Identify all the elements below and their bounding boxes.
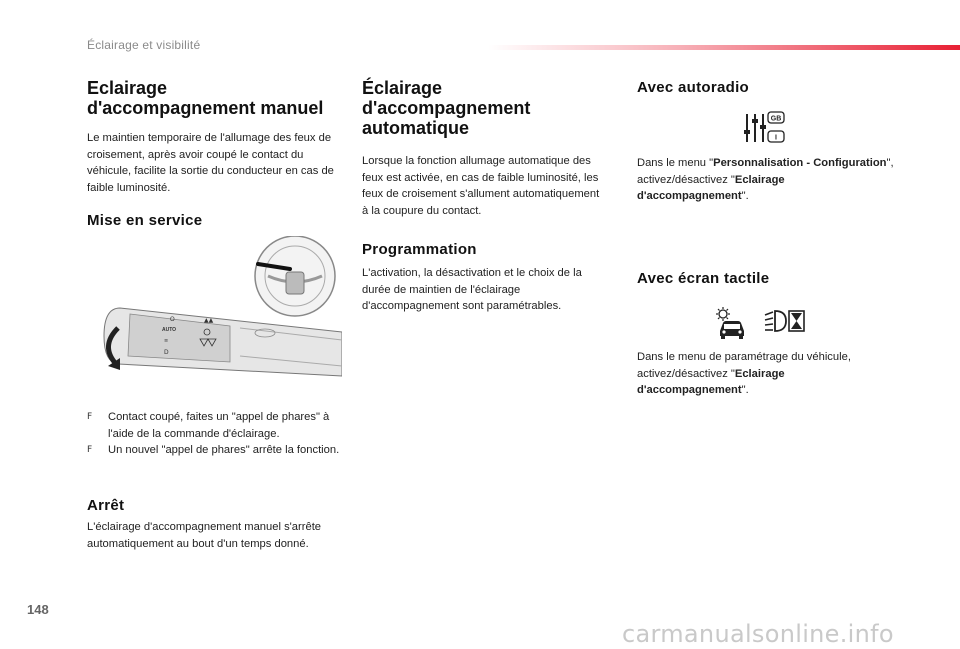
arret-heading: Arrêt: [87, 497, 125, 514]
bullet-mark: F: [87, 445, 93, 455]
manual-intro-text: Le maintien temporaire de l'allumage des feux de croisement, après avoir coupé le contact du véhicule, facilite la sortie du conducteur en cas de faible luminosité.: [87, 132, 334, 194]
title-line: automatique: [362, 118, 470, 138]
list-item-text: Un nouvel "appel de phares" arrête la fonction.: [108, 444, 340, 456]
svg-text:D: D: [164, 349, 169, 356]
text-segment: Dans le menu ": [637, 157, 714, 169]
language-badge-gb: GB: [770, 115, 782, 123]
arret-text: L'éclairage d'accompagnement manuel s'arrête automatiquement au bout d'un temps donné.: [87, 521, 322, 550]
manual-lighting-column: [87, 78, 342, 229]
touchscreen-heading: Avec écran tactile: [637, 270, 770, 287]
activation-steps-list: [87, 409, 342, 459]
title-line: Éclairage: [362, 78, 443, 98]
mise-en-service-heading: Mise en service: [87, 212, 203, 229]
stalk-label-auto: AUTO: [162, 327, 177, 333]
option-name: Eclairage d'accompagnement: [637, 173, 785, 202]
section-header: Éclairage et visibilité: [87, 38, 201, 52]
lighting-stalk-illustration: [90, 236, 342, 382]
language-badge-i: I: [775, 134, 777, 142]
settings-sliders-icon: [742, 110, 786, 146]
list-item: [87, 409, 342, 442]
bullet-mark: F: [87, 412, 93, 422]
touchscreen-instructions: [637, 349, 897, 399]
stalk-label-o: O: [170, 317, 175, 323]
car-settings-icon: [714, 307, 748, 339]
text-segment: Dans le menu de paramétrage du véhicule, activez/désactivez ": [637, 351, 851, 380]
programmation-heading: Programmation: [362, 241, 477, 258]
list-item: [87, 442, 342, 459]
option-name: Eclairage d'accompagnement: [637, 367, 785, 396]
text-segment: ".: [741, 384, 749, 396]
title-line: Eclairage: [87, 78, 168, 98]
manual-lighting-title: [87, 78, 342, 118]
stalk-label-arrows: ▲▲: [204, 317, 214, 324]
menu-name: Personnalisation - Configuration: [713, 157, 887, 169]
auto-intro-text: Lorsque la fonction allumage automatique des feux est activée, en cas de faible luminosité, les feux de croisement s'allument automatiquement à la coupure du contact.: [362, 155, 600, 217]
list-item-text: Contact coupé, faites un "appel de phares" à l'aide de la commande d'éclairage.: [108, 411, 330, 440]
header-accent-bar: [488, 45, 960, 50]
text-segment: ".: [741, 190, 749, 202]
autoradio-heading: Avec autoradio: [637, 79, 750, 96]
title-line: d'accompagnement manuel: [87, 98, 324, 118]
title-line: d'accompagnement: [362, 98, 531, 118]
auto-lighting-title: [362, 78, 607, 138]
autoradio-instructions: [637, 155, 897, 205]
programmation-text: L'activation, la désactivation et le choix de la durée de maintien de l'éclairage d'accompagnement sont paramétrables.: [362, 267, 582, 312]
watermark: carmanualsonline.info: [622, 620, 894, 648]
svg-text:≡: ≡: [164, 338, 169, 344]
auto-lighting-column: [362, 78, 607, 315]
page-number: 148: [27, 602, 49, 617]
headlamp-timer-icon: [764, 309, 806, 333]
text-segment: ", activez/désactivez ": [637, 157, 894, 186]
